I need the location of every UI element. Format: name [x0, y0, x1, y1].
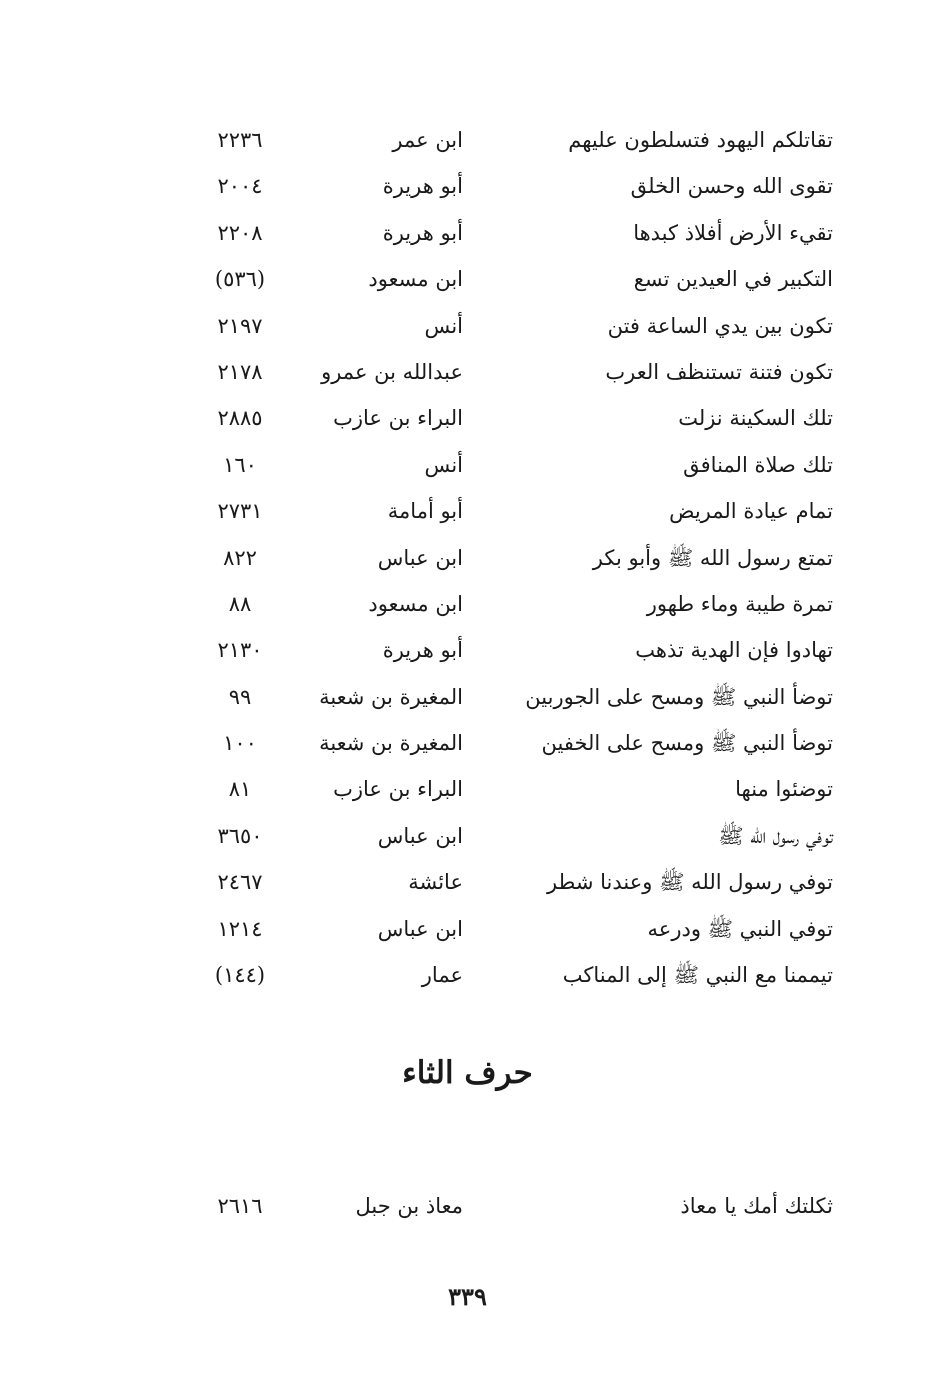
index-row [0, 303, 935, 349]
index-row [0, 906, 935, 952]
narrator: أنس [424, 313, 463, 338]
narrator: المغيرة بن شعبة [319, 684, 463, 709]
hadith-number: ٨٨ [228, 591, 252, 616]
narrator: عبدالله بن عمرو [321, 359, 463, 384]
section-heading: حرف الثاء [402, 1055, 533, 1091]
hadith-text: ثكلتك أمك يا معاذ [680, 1194, 833, 1218]
hadith-index-list [0, 117, 935, 998]
hadith-number: ١٦٠ [223, 452, 257, 477]
hadith-text: تلك صلاة المنافق [683, 452, 833, 477]
index-row [0, 859, 935, 905]
hadith-number: ٨١ [228, 777, 252, 802]
index-row [0, 535, 935, 581]
hadith-number: ٢١٣٠ [217, 638, 263, 663]
narrator: معاذ بن جبل [355, 1194, 463, 1218]
index-row [0, 256, 935, 302]
hadith-number: ٢٠٠٤ [217, 174, 263, 199]
index-row [0, 210, 935, 256]
narrator: ابن عباس [377, 823, 463, 848]
hadith-text: توضأ النبي ﷺ ومسح على الخفين [541, 731, 833, 756]
hadith-text: توفي النبي ﷺ ودرعه [647, 916, 833, 941]
index-row [0, 627, 935, 673]
index-row [0, 813, 935, 859]
hadith-number: ٢٢٠٨ [217, 220, 263, 245]
hadith-text: التكبير في العيدين تسع [633, 267, 833, 292]
narrator: ابن عباس [377, 916, 463, 941]
narrator: ابن عمر [392, 128, 463, 152]
hadith-number: ٢٧٣١ [217, 499, 263, 524]
narrator: البراء بن عازب [333, 777, 463, 802]
hadith-number: ٣٦٥٠ [217, 823, 263, 848]
hadith-number: ٨٢٢ [223, 545, 257, 570]
hadith-text: تقاتلكم اليهود فتسلطون عليهم [568, 128, 833, 152]
hadith-text: تهادوا فإن الهدية تذهب [635, 638, 833, 663]
index-row [0, 117, 935, 163]
hadith-text: تمتع رسول الله ﷺ وأبو بكر [592, 545, 833, 570]
index-row [0, 349, 935, 395]
hadith-text: تكون فتنة تستنظف العرب [605, 359, 833, 384]
hadith-text: توضأ النبي ﷺ ومسح على الجوربين [525, 684, 833, 709]
narrator: المغيرة بن شعبة [319, 731, 463, 756]
index-row [0, 163, 935, 209]
index-row [0, 1183, 935, 1229]
page-number: ٣٣٩ [448, 1282, 487, 1311]
hadith-text: توفي رسول الله ﷺ [718, 823, 833, 848]
hadith-text: تلك السكينة نزلت [678, 406, 833, 431]
hadith-number: ١٢١٤ [217, 916, 263, 941]
index-row [0, 720, 935, 766]
narrator: عائشة [408, 870, 463, 895]
narrator: أبو هريرة [382, 174, 463, 199]
index-row [0, 674, 935, 720]
hadith-text: تكون بين يدي الساعة فتن [607, 313, 833, 338]
index-row [0, 952, 935, 998]
hadith-number: (١٤٤) [214, 963, 266, 988]
hadith-text: تمام عيادة المريض [669, 499, 833, 524]
index-row [0, 442, 935, 488]
hadith-number: ٢٨٨٥ [217, 406, 263, 431]
narrator: ابن عباس [377, 545, 463, 570]
narrator: البراء بن عازب [333, 406, 463, 431]
narrator: ابن مسعود [368, 267, 463, 292]
hadith-number: ٢١٩٧ [217, 313, 263, 338]
hadith-number: ٢٢٣٦ [217, 128, 263, 152]
narrator: عمار [421, 963, 463, 988]
index-row [0, 488, 935, 534]
hadith-text: تمرة طيبة وماء طهور [646, 591, 833, 616]
hadith-index-list-tha [0, 1183, 935, 1229]
hadith-number: ٢١٧٨ [217, 359, 263, 384]
hadith-text: تقيء الأرض أفلاذ كبدها [633, 220, 833, 245]
narrator: أبو هريرة [382, 638, 463, 663]
narrator: ابن مسعود [368, 591, 463, 616]
hadith-text: تيممنا مع النبي ﷺ إلى المناكب [562, 963, 833, 988]
narrator: أبو هريرة [382, 220, 463, 245]
index-row [0, 766, 935, 812]
hadith-number: ٢٦١٦ [217, 1194, 263, 1218]
narrator: أبو أمامة [387, 499, 463, 524]
index-row [0, 395, 935, 441]
hadith-text: توضئوا منها [735, 777, 833, 802]
hadith-text: توفي رسول الله ﷺ وعندنا شطر [547, 870, 833, 895]
hadith-number: ٢٤٦٧ [217, 870, 263, 895]
narrator: أنس [424, 452, 463, 477]
index-row [0, 581, 935, 627]
hadith-number: ٩٩ [228, 684, 252, 709]
hadith-text: تقوى الله وحسن الخلق [630, 174, 833, 199]
hadith-number: ١٠٠ [223, 731, 257, 756]
hadith-number: (٥٣٦) [214, 267, 266, 292]
